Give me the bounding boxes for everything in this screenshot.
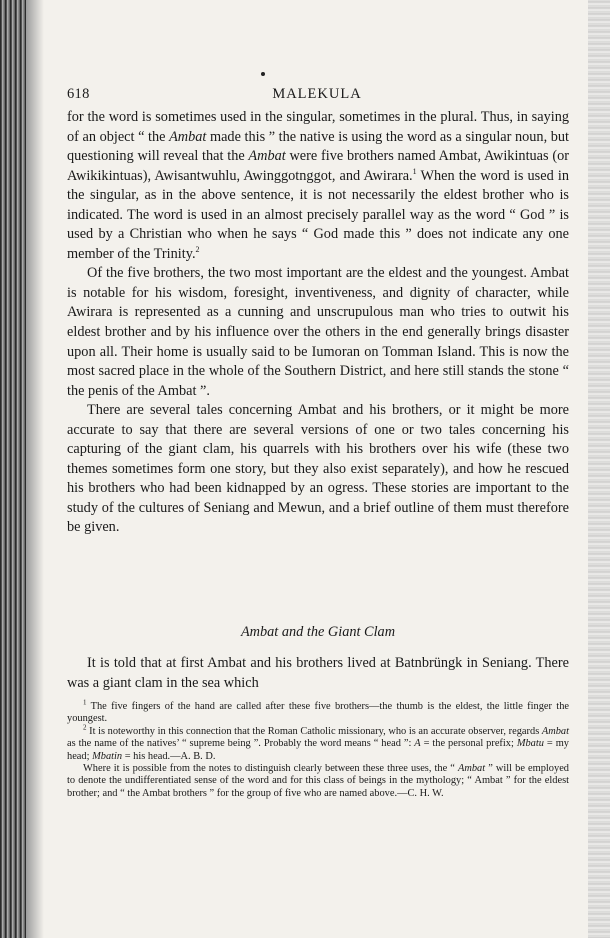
section-text xyxy=(67,654,569,693)
footnote-2: $^2$ It is noteworthy in this connection that the Roman Catholic missionary, who is an accurate observer, regards Ambat as the name of the natives’ “ supreme being ”. Probably the word means “ head ”: A = the personal prefix; Mbatu = my head; Mbatin = his head.—A. B. D. xyxy=(67,723,569,762)
footnotes xyxy=(67,698,570,800)
paragraph-2: Of the five brothers, the two most important are the eldest and the youngest. Ambat is notable for his wisdom, foresight, inventiveness, and dignity of character, while Awirara is represented as a cunning and unscrupulous man who tries to outwit his eldest brother and by his influence over the others in the end generally brings disaster upon all. Their home is usually said to be Iumoran on Tomman Island. This is now the most sacred place in the whole of the Southern District, and here still stands the stone “ the penis of the Ambat ”. xyxy=(67,265,569,399)
page-header xyxy=(67,86,567,104)
book-binding-edge xyxy=(0,0,26,938)
footnote-2-continued: Where it is possible from the notes to distinguish clearly between these three uses, the “ Ambat ” will be employed to denote the undifferentiated sense of the word and for this class of beings in the mythology; “ Ambat ” for the eldest brother; and “ the Ambat brothers ” for the group of five who are named above.—C. H. W. xyxy=(67,763,570,799)
paragraph-1: for the word is sometimes used in the singular, sometimes in the plural. Thus, in saying of an object “ the Ambat made this ” the native is using the word as a singular noun, but questioning will reveal that the Ambat were five brothers named Ambat, Awikintuas (or Awikikintuas), Awisantwuhlu, Awinggotnggot, and Awirara.$^1$ When the word is used in the singular, as in the above sentence, it is not necessarily the eldest brother who is indicated. The word is used in an almost precisely parallel way as the word “ God ” is used by a Christian who when he says “ God made this ” does not indicate any one member of the Trinity.$^2$ xyxy=(67,109,569,262)
ink-speck xyxy=(261,72,265,76)
paragraph-3: There are several tales concerning Ambat and his brothers, or it might be more accurate to say that there are several versions of one or two tales concerning his capturing of the giant clam, his quarrels with his brothers over his wife (these two themes sometimes form one story, but they also exist separately), and how he rescued his brothers who had been kidnapped by an ogress. These stories are important to the study of the cultures of Seniang and Mewun, and a brief outline of them must therefore be given. xyxy=(67,402,569,536)
footnote-ref-2: 2 xyxy=(195,245,200,255)
footnote-1: $^1$ The five fingers of the hand are called after these five brothers—the thumb is the eldest, the little finger the youngest. xyxy=(67,698,569,725)
paragraph-4: It is told that at first Ambat and his brothers lived at Batnbrüngk in Seniang. There was a giant clam in the sea which xyxy=(67,655,569,691)
running-head: MALEKULA xyxy=(272,86,362,102)
footnote-ref-1: 1 xyxy=(412,166,417,176)
page-edge xyxy=(588,0,610,938)
gutter-shadow xyxy=(26,0,44,938)
section-subheading: Ambat and the Giant Clam xyxy=(240,624,396,640)
page-number: 618 xyxy=(67,86,90,102)
main-text xyxy=(67,108,569,538)
